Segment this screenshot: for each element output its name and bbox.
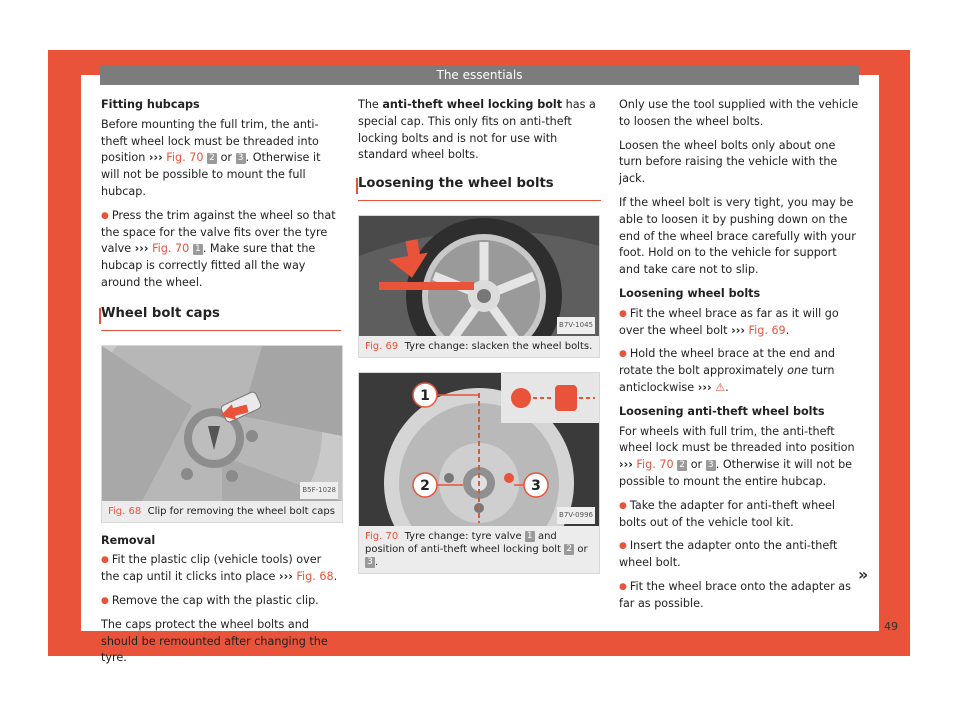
link-fig-68[interactable]: Fig. 68 xyxy=(296,570,334,584)
link-fig-69[interactable]: Fig. 69 xyxy=(748,323,786,337)
link-fig-70[interactable]: Fig. 70 xyxy=(636,458,674,472)
figure-code: B5F-1028 xyxy=(300,482,338,499)
bullet-icon: ● xyxy=(619,500,627,511)
figure-70 xyxy=(358,372,600,574)
steel-wheel-illustration xyxy=(359,373,599,526)
bullet-fit-brace-adapter: ● Fit the wheel brace onto the adapter as far as possible. xyxy=(619,579,851,610)
bullet-icon: ● xyxy=(619,349,627,360)
subheading-removal: Removal xyxy=(101,533,156,547)
warning-icon[interactable]: ⚠ xyxy=(715,380,726,394)
figure-69-caption: Fig. 69 Tyre change: slacken the wheel bolts. xyxy=(359,336,599,357)
bullet-take-adapter: ● Take the adapter for anti-theft wheel bolts out of the vehicle tool kit. xyxy=(619,498,836,529)
bullet-icon: ● xyxy=(619,541,627,552)
bullet-press-trim: ● Press the trim against the wheel so that the space for the valve fits over the tyre valve ››› Fig. 70 1 . Make sure that the hubcap is correctly fitted all the way around the wheel. xyxy=(101,208,336,289)
paragraph-fitting-hubcaps: Before mounting the full trim, the anti-theft wheel lock must be threaded into position ››› Fig. 70 2 or 3 . Otherwise it will not be possible to mount the full hubcap. xyxy=(101,117,321,198)
wheel-bolt-cap-illustration xyxy=(102,346,342,501)
callout-badge: 1 xyxy=(193,244,203,255)
page-header-title: The essentials xyxy=(100,65,859,85)
figure-code: B7V-1045 xyxy=(557,317,595,334)
callout-1: 1 xyxy=(420,387,430,404)
bullet-remove-cap: ● Remove the cap with the plastic clip. xyxy=(101,593,319,607)
bullet-fit-clip: ● Fit the plastic clip (vehicle tools) over the cap until it clicks into place ››› Fig. 68. xyxy=(101,553,338,584)
paragraph-caps-protect: The caps protect the wheel bolts and should be remounted after changing the tyre. xyxy=(101,617,328,665)
bullet-icon: ● xyxy=(101,555,109,566)
paragraph-loosen-one-turn: Loosen the wheel bolts only about one turn before raising the vehicle with the jack. xyxy=(619,138,838,186)
column-left xyxy=(101,97,341,674)
figure-68-caption: Fig. 68 Clip for removing the wheel bolt caps xyxy=(102,501,342,522)
column-right xyxy=(619,97,859,620)
paragraph-use-tool: Only use the tool supplied with the vehicle to loosen the wheel bolts. xyxy=(619,98,859,128)
continued-marker: » xyxy=(858,565,869,584)
callout-badge: 1 xyxy=(525,531,535,542)
callout-2: 2 xyxy=(420,477,430,494)
figure-70-image xyxy=(359,373,599,526)
figure-70-caption: Fig. 70 Tyre change: tyre valve 1 and position of anti-theft wheel locking bolt 2 or 3 . xyxy=(359,526,599,573)
figure-69 xyxy=(358,215,600,358)
figure-code: B7V-0996 xyxy=(557,507,595,524)
callout-badge: 3 xyxy=(706,460,716,471)
callout-badge: 3 xyxy=(365,557,375,568)
bullet-icon: ● xyxy=(101,210,109,221)
paragraph-full-trim: For wheels with full trim, the anti-theft wheel lock must be threaded into position ››› Fig. 70 2 or 3 . Otherwise it will not be possible to mount the entire hubcap. xyxy=(619,424,855,488)
bullet-fit-wheel-brace: ● Fit the wheel brace as far as it will go over the wheel bolt ››› Fig. 69. xyxy=(619,306,839,337)
paragraph-tight-bolt: If the wheel bolt is very tight, you may be able to loosen it by pushing down on the end of the wheel brace carefully with your foot. Hold on to the vehicle for support and take care not to slip. xyxy=(619,195,856,277)
callout-3: 3 xyxy=(531,477,541,494)
bullet-icon: ● xyxy=(619,581,627,592)
column-middle xyxy=(358,97,601,574)
callout-badge: 2 xyxy=(564,544,574,555)
paragraph-anti-theft: The anti-theft wheel locking bolt has a special cap. This only fits on anti-theft locking bolts and is not for use with standard wheel bolts. xyxy=(358,98,596,162)
bullet-insert-adapter: ● Insert the adapter onto the anti-theft wheel bolt. xyxy=(619,539,838,570)
figure-68 xyxy=(101,345,343,523)
subheading-loosening-anti-theft: Loosening anti-theft wheel bolts xyxy=(619,404,825,418)
bullet-icon: ● xyxy=(101,595,109,606)
callout-badge: 3 xyxy=(236,153,246,164)
section-heading-wheel-bolt-caps: Wheel bolt caps xyxy=(101,306,341,331)
link-fig-70[interactable]: Fig. 70 xyxy=(152,242,190,256)
bullet-hold-wheel-brace: ● Hold the wheel brace at the end and rotate the bolt approximately one turn anticlockwise ››› ⚠. xyxy=(619,347,836,394)
callout-badge: 2 xyxy=(207,153,217,164)
page-number: 49 xyxy=(884,620,898,633)
section-heading-loosening: Loosening the wheel bolts xyxy=(358,176,601,201)
link-fig-70[interactable]: Fig. 70 xyxy=(166,151,204,165)
callout-badge: 2 xyxy=(677,460,687,471)
subheading-loosening-wheel-bolts: Loosening wheel bolts xyxy=(619,286,761,300)
figure-68-image xyxy=(102,346,342,501)
subheading-fitting-hubcaps: Fitting hubcaps xyxy=(101,98,200,111)
figure-69-image xyxy=(359,216,599,336)
bullet-icon: ● xyxy=(619,308,627,319)
